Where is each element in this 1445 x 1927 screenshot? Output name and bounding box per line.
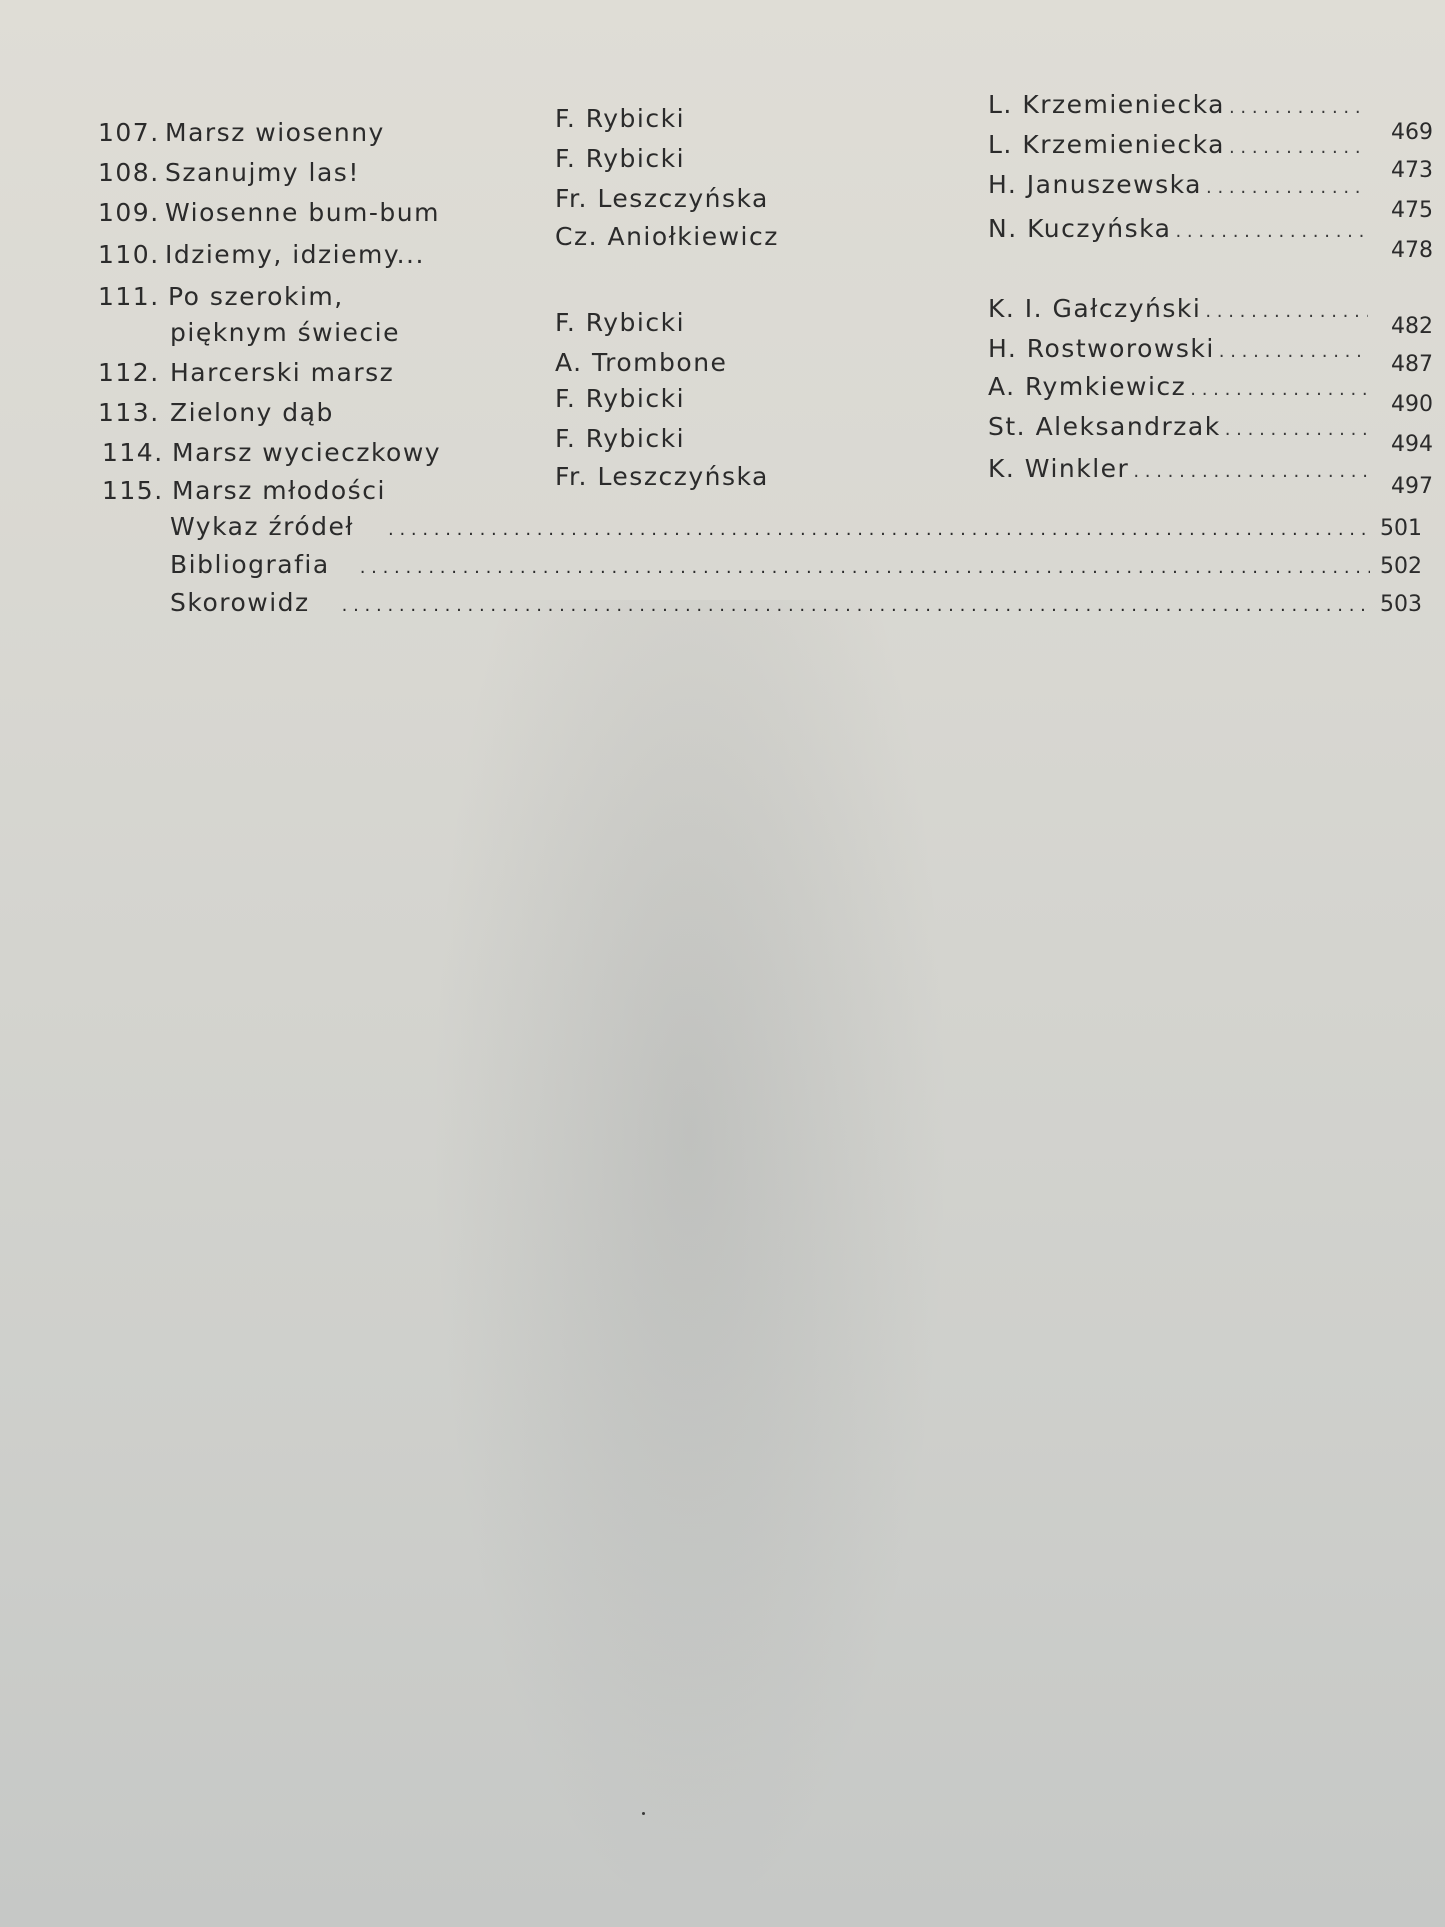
dot-leader: [360, 550, 1370, 579]
page-shadow: [430, 600, 950, 1927]
entry-text-author-line: [988, 294, 1372, 323]
dot-leader: [1219, 334, 1368, 363]
paper-speck: [642, 1812, 645, 1815]
dot-leader: [1229, 90, 1368, 119]
back-matter-label: Bibliografia: [170, 550, 330, 579]
entry-title: Marsz młodości: [172, 476, 386, 505]
back-matter-page: 502: [1380, 554, 1422, 579]
entry-number: 114.: [102, 438, 164, 467]
entry-number: 107.: [98, 118, 160, 147]
entry-page: 494: [1391, 432, 1433, 457]
entry-text-author: L. Krzemieniecka: [988, 90, 1225, 119]
dot-leader: [1229, 130, 1368, 159]
entry-text-author: N. Kuczyńska: [988, 214, 1172, 243]
entry-page: 478: [1391, 238, 1433, 263]
entry-title: Marsz wiosenny: [165, 118, 385, 147]
back-matter-label: Skorowidz: [170, 588, 310, 617]
back-matter-page: 503: [1380, 592, 1422, 617]
entry-music-author: A. Trombone: [555, 348, 728, 377]
dot-leader: [1175, 214, 1368, 243]
entry-text-author-line: [988, 170, 1372, 199]
entry-page: 497: [1391, 474, 1433, 499]
entry-text-author-line: [988, 372, 1372, 401]
entry-text-author-line: [988, 130, 1372, 159]
dot-leader: [1206, 170, 1368, 199]
entry-title: Harcerski marsz: [170, 358, 395, 387]
entry-text-author: H. Rostworowski: [988, 334, 1215, 363]
entry-title-continued: pięknym świecie: [170, 318, 400, 347]
entry-page: 473: [1391, 158, 1433, 183]
entry-number: 115.: [102, 476, 164, 505]
dot-leader: [1190, 372, 1368, 401]
entry-text-author: K. Winkler: [988, 454, 1130, 483]
entry-text-author-line: [988, 412, 1372, 441]
table-of-contents: [0, 0, 1445, 640]
entry-text-author: K. I. Gałczyński: [988, 294, 1202, 323]
dot-leader: [388, 512, 1370, 541]
entry-music-author: Fr. Leszczyńska: [555, 462, 769, 491]
entry-title: Wiosenne bum-bum: [165, 198, 440, 227]
entry-music-author: F. Rybicki: [555, 308, 686, 337]
toc-entry-115: [0, 454, 1445, 512]
entry-title: Marsz wycieczkowy: [172, 438, 442, 467]
entry-text-author: A. Rymkiewicz: [988, 372, 1187, 401]
entry-number: 112.: [98, 358, 160, 387]
entry-title: Idziemy, idziemy...: [165, 240, 425, 269]
toc-entry-110: [0, 214, 1445, 276]
entry-page: 490: [1391, 392, 1433, 417]
back-matter-label: Wykaz źródeł: [170, 512, 355, 541]
entry-page: 469: [1391, 120, 1433, 145]
entry-text-author: St. Aleksandrzak: [988, 412, 1221, 441]
entry-page: 475: [1391, 198, 1433, 223]
entry-text-author: H. Januszewska: [988, 170, 1202, 199]
entry-number: 110.: [98, 240, 160, 269]
entry-title: Zielony dąb: [170, 398, 334, 427]
dot-leader: [1133, 454, 1368, 483]
dot-leader: [342, 588, 1370, 617]
back-matter-sources: [170, 512, 1422, 541]
entry-number: 111.: [98, 282, 160, 311]
entry-music-author: F. Rybicki: [555, 104, 686, 133]
entry-music-author: F. Rybicki: [555, 384, 686, 413]
entry-music-author: Cz. Aniołkiewicz: [555, 222, 779, 251]
entry-page: 487: [1391, 352, 1433, 377]
dot-leader: [1225, 412, 1368, 441]
entry-music-author: F. Rybicki: [555, 144, 686, 173]
entry-text-author-line: [988, 214, 1372, 243]
entry-number: 108.: [98, 158, 160, 187]
entry-title: Szanujmy las!: [165, 158, 360, 187]
dot-leader: [1205, 294, 1368, 323]
back-matter-bibliography: [170, 550, 1422, 579]
entry-music-author: Fr. Leszczyńska: [555, 184, 769, 213]
entry-title: Po szerokim,: [168, 282, 344, 311]
entry-page: 482: [1391, 314, 1433, 339]
back-matter-index: [170, 588, 1422, 617]
entry-text-author: L. Krzemieniecka: [988, 130, 1225, 159]
entry-text-author-line: [988, 90, 1372, 119]
back-matter-page: 501: [1380, 516, 1422, 541]
entry-text-author-line: [988, 334, 1372, 363]
entry-music-author: F. Rybicki: [555, 424, 686, 453]
entry-number: 113.: [98, 398, 160, 427]
entry-text-author-line: [988, 454, 1372, 483]
entry-number: 109.: [98, 198, 160, 227]
